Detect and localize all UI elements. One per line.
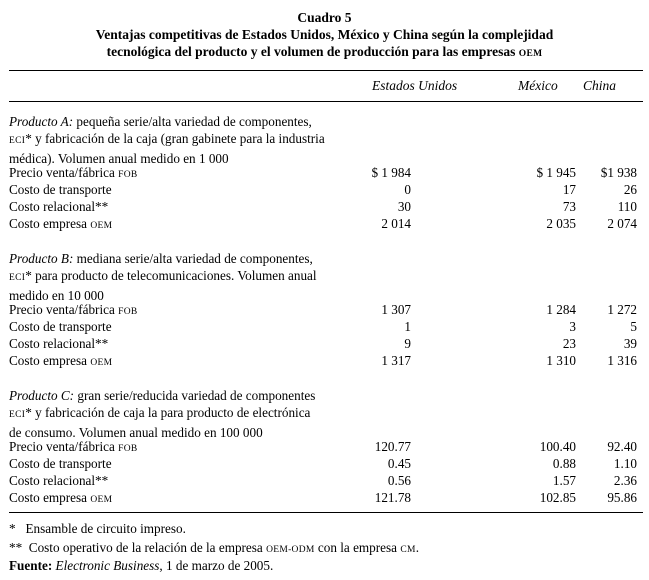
cell-mexico: 102.85 [539, 490, 576, 505]
section-c-description [9, 387, 379, 441]
section-c-abbr: ECI [9, 410, 26, 420]
cell-mexico: 1 284 [546, 302, 576, 317]
table-row [9, 164, 643, 181]
cell-usa: 1 307 [381, 302, 411, 317]
table-title-line1: Ventajas competitivas de Estados Unidos, México y China según la complejidad [95, 27, 554, 42]
row-label: Costo empresa OEM [9, 216, 113, 231]
section-b-abbr: ECI [9, 273, 26, 283]
table-title-line2 [0, 43, 649, 63]
table-row [9, 335, 643, 352]
row-label: Precio venta/fábrica FOB [9, 439, 138, 454]
row-label: Costo empresa OEM [9, 490, 113, 505]
table-row [9, 318, 643, 335]
cell-usa: 30 [397, 199, 411, 214]
cell-china: 1 316 [607, 353, 637, 368]
footnote-2: ** Costo operativo de la relación de la empresa OEM-ODM con la empresa CM. [9, 540, 419, 555]
cell-usa: 121.78 [374, 490, 411, 505]
bottom-rule [9, 512, 643, 513]
table-row [9, 489, 643, 506]
cell-china: $1 938 [600, 165, 637, 180]
cell-china: 95.86 [607, 490, 637, 505]
cell-mexico: 3 [569, 319, 576, 334]
cell-china: 110 [617, 199, 637, 214]
section-b-desc-line3: medido en 10 000 [9, 288, 104, 303]
row-label: Precio venta/fábrica FOB [9, 302, 138, 317]
section-a-abbr: ECI [9, 136, 26, 146]
cell-usa: 0.56 [387, 473, 411, 488]
cell-china: 1 272 [607, 302, 637, 317]
section-c-desc-line2: * y fabricación de caja la para producto de electrónica [25, 405, 311, 420]
cell-china: 39 [623, 336, 637, 351]
row-label: Costo relacional** [9, 199, 109, 214]
cell-mexico: 0.88 [552, 456, 576, 471]
row-label: Costo de transporte [9, 456, 112, 471]
row-label: Costo de transporte [9, 182, 112, 197]
table-row [9, 215, 643, 232]
row-label: Costo de transporte [9, 319, 112, 334]
cell-china: 1.10 [613, 456, 637, 471]
cell-usa: 120.77 [374, 439, 411, 454]
header-rule [9, 101, 643, 102]
cell-china: 5 [630, 319, 637, 334]
section-c-desc-line3: de consumo. Volumen anual medido en 100 000 [9, 425, 263, 440]
row-label: Costo relacional** [9, 473, 109, 488]
footnote-1: * Ensamble de circuito impreso. [9, 521, 186, 536]
column-header-usa: Estados Unidos [372, 78, 458, 93]
row-label: Costo relacional** [9, 336, 109, 351]
section-a-desc-line2: * y fabricación de la caja (gran gabinete para la industria [25, 131, 325, 146]
table-row [9, 438, 643, 455]
row-label: Costo empresa OEM [9, 353, 113, 368]
cell-mexico: 2 035 [546, 216, 576, 231]
cell-mexico: 23 [562, 336, 576, 351]
table-row [9, 198, 643, 215]
title-line2-text: tecnológica del producto y el volumen de producción para las empresas [106, 44, 516, 59]
table-row [9, 472, 643, 489]
source-title: Electronic Business [55, 558, 160, 573]
cell-mexico: 17 [562, 182, 576, 197]
table-row [9, 301, 643, 318]
cell-usa: 9 [404, 336, 411, 351]
cell-mexico: 1 310 [546, 353, 576, 368]
cell-mexico: 73 [562, 199, 576, 214]
table-row [9, 455, 643, 472]
section-b-desc-line2: * para producto de telecomunicaciones. Volumen anual [25, 268, 317, 283]
cell-usa: 1 317 [381, 353, 411, 368]
table-row [9, 181, 643, 198]
cell-china: 2.36 [613, 473, 637, 488]
source-label: Fuente: [9, 558, 53, 573]
table-number: Cuadro 5 [297, 10, 352, 25]
cell-usa: 0.45 [387, 456, 411, 471]
section-c-name: Producto C: [9, 388, 75, 403]
footnote-abbr-oem-odm: OEM-ODM [266, 545, 315, 555]
section-b-desc-line1: mediana serie/alta variedad de componentes, [76, 251, 313, 266]
section-b-name: Producto B: [9, 251, 74, 266]
section-a-description [9, 113, 379, 167]
section-a-desc-line1: pequeña serie/alta variedad de componentes, [76, 114, 312, 129]
cell-mexico: $ 1 945 [536, 165, 576, 180]
section-a-desc-line3: médica). Volumen anual medido en 1 000 [9, 151, 229, 166]
cell-mexico: 100.40 [539, 439, 576, 454]
row-label: Precio venta/fábrica FOB [9, 165, 138, 180]
cell-usa: 0 [404, 182, 411, 197]
cell-usa: 2 014 [381, 216, 411, 231]
source-note: Fuente: Electronic Business, 1 de marzo de 2005. [9, 558, 274, 573]
section-b-description [9, 250, 379, 304]
top-rule [9, 70, 643, 71]
title-line2-abbr: OEM [518, 49, 543, 59]
footnote-abbr-cm: CM [400, 545, 416, 555]
column-header-china: China [583, 78, 617, 93]
cell-china: 2 074 [607, 216, 637, 231]
cell-mexico: 1.57 [552, 473, 576, 488]
table-row [9, 352, 643, 369]
cell-china: 26 [623, 182, 637, 197]
section-a-name: Producto A: [9, 114, 74, 129]
section-c-desc-line1: gran serie/reducida variedad de componentes [77, 388, 316, 403]
cell-china: 92.40 [607, 439, 637, 454]
cell-usa: $ 1 984 [371, 165, 411, 180]
cell-usa: 1 [404, 319, 411, 334]
column-header-mexico: México [518, 78, 558, 93]
